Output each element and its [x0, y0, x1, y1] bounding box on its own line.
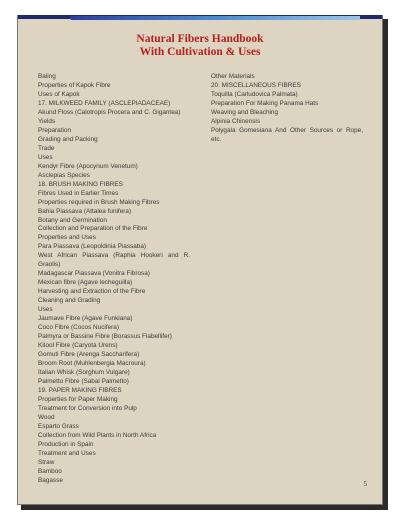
contents-entry: Uses [38, 306, 53, 314]
contents-entry: Polygala Gomesiana And Other Sources or Rope, [211, 126, 363, 134]
contents-entry: Para Piassava (Leopoldinia Piassaba) [38, 243, 146, 251]
contents-entry: Treatment for Conversion into Pulp [38, 404, 137, 412]
contents-entry: Preparation For Making Panama Hats [211, 99, 319, 107]
contents-entry: Graolis) [38, 261, 61, 269]
contents-entry: Toquilla (Carludovica Palmata) [211, 90, 298, 98]
contents-entry: Production in Spain [38, 440, 94, 448]
contents-entry: Treatment and Uses [38, 449, 96, 457]
contents-entry: Collection from Wild Plants in North Africa [38, 431, 157, 439]
document-title: Natural Fibers Handbook [136, 33, 264, 45]
contents-entry: Gomuti Fibre (Arenga Saccharifera) [38, 351, 140, 359]
contents-entry: 19. PAPER MAKING FIBRES [38, 386, 122, 394]
contents-entry: Fibres Used in Earlier Times [38, 189, 119, 197]
contents-entry: Properties and Uses [38, 234, 96, 242]
contents-entry: Collection and Preparation of the Fibre [38, 225, 148, 233]
page-shadow-right [383, 19, 388, 510]
contents-entry: Cleaning and Grading [38, 297, 101, 305]
contents-entry: Broom Root (Muhlenbergia Macroura) [38, 360, 146, 367]
header-accent-bar [70, 16, 360, 20]
contents-entry: Bamboo [38, 467, 62, 475]
contents-entry: Baling [38, 73, 56, 80]
contents-entry: Preparation [38, 126, 72, 134]
contents-entry: Bagasse [38, 476, 63, 484]
contents-left-column [38, 73, 190, 486]
page-number: 5 [363, 480, 367, 488]
contents-entry: 17. MILKWEED FAMILY (ASCLEPIADACEAE) [38, 99, 171, 107]
contents-entry: Asclepias Species [38, 171, 90, 179]
contents-entry: Coco Fibre (Cocos Nucifera) [38, 324, 119, 332]
contents-entry: Trade [38, 144, 55, 152]
contents-entry: Mexican fibre (Agave lecheguilla) [38, 279, 133, 287]
contents-entry: Kitool Fibre (Caryota Urens) [38, 342, 118, 350]
contents-entry: Uses [38, 153, 53, 161]
contents-entry: Palmetto Fibre (Sabal Palmetto) [38, 377, 129, 385]
contents-entry: Properties required in Brush Making Fibres [38, 198, 160, 206]
contents-entry: Yields [38, 117, 56, 125]
contents-entry: Italian Whisk (Sorghum Vulgare) [38, 368, 130, 376]
contents-entry: Akund Floss (Calotropis Procera and C. Gigantea) [38, 108, 181, 116]
contents-entry: West African Piassava (Raphia Hookeri and R. [38, 252, 190, 260]
contents-entry: Bahia Piassava (Attalea funifera) [38, 207, 132, 215]
contents-entry: Other Materials [211, 73, 255, 80]
contents-entry: Grading and Packing [38, 135, 98, 143]
page-shadow-bottom [21, 505, 388, 510]
contents-entry: Weaving and Bleaching [211, 108, 279, 116]
contents-right-column [211, 73, 363, 145]
contents-entry: Madagascar Piassava (Vonitra Fibrosa) [38, 270, 150, 278]
contents-entry: 20. MISCELLANEOUS FIBRES [211, 81, 301, 89]
contents-entry: 18. BRUSH MAKING FIBRES [38, 180, 123, 188]
contents-entry: Jaumave Fibre (Agave Funkiana) [38, 315, 133, 323]
contents-entry: Wood [38, 413, 55, 421]
contents-entry: Straw [38, 458, 55, 466]
contents-entry: Uses of Kapok [38, 90, 80, 98]
contents-entry: etc. [211, 135, 222, 143]
contents-entry: Botany and Germination [38, 216, 107, 224]
document-subtitle: With Cultivation & Uses [139, 46, 261, 58]
contents-entry: Palmyra or Bassine Fibre (Borassus Flabellifer) [38, 333, 172, 341]
contents-entry: Properties of Kapok Fibre [38, 81, 111, 89]
contents-entry: Esparto Grass [38, 422, 79, 430]
contents-entry: Properties for Paper Making [38, 395, 118, 403]
contents-entry: Harvesting and Extraction of the Fibre [38, 288, 146, 296]
contents-entry: Kendyr Fibre (Apocynum Venetum) [38, 162, 138, 170]
contents-entry: Alpinia Chinensis [211, 117, 261, 125]
